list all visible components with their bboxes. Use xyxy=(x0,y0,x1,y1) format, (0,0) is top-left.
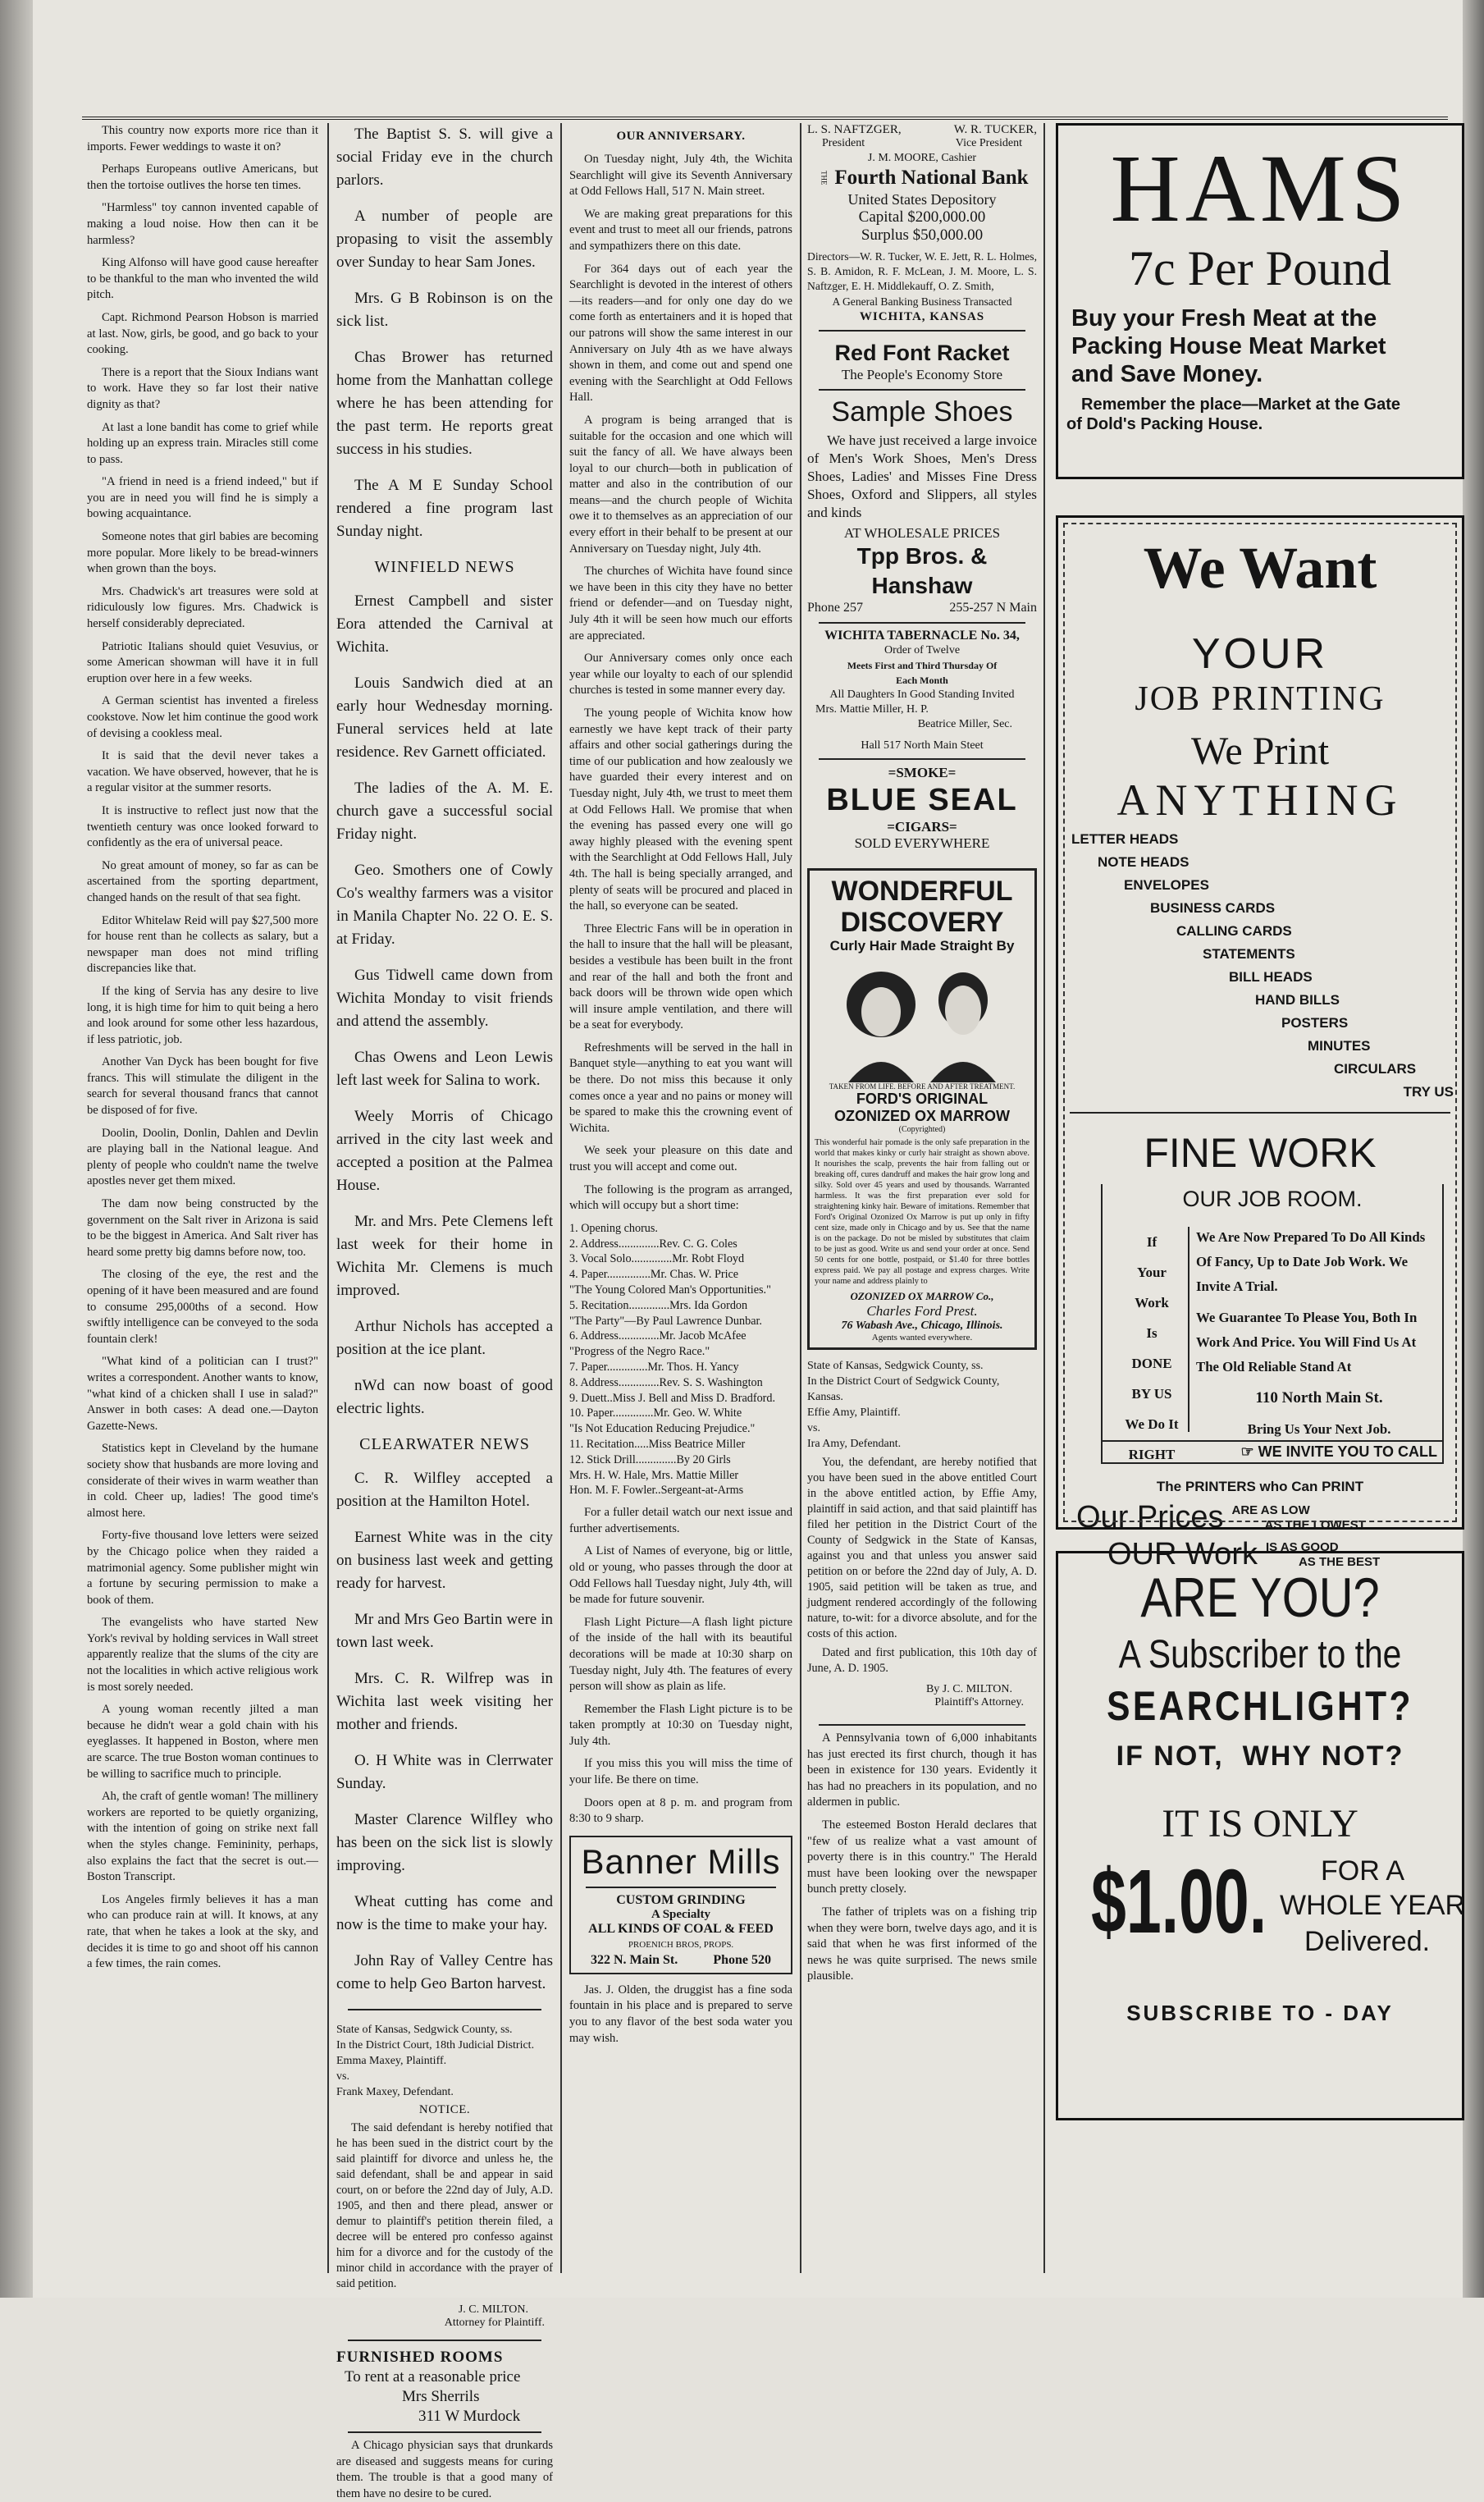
bank-capital: Capital $200,000.00 xyxy=(858,208,986,226)
program-item: 6. Address..............Mr. Jacob McAfee xyxy=(569,1329,747,1343)
notice-caption-line: State of Kansas, Sedgwick County, ss. xyxy=(336,2024,513,2036)
job-left-word: Your xyxy=(1137,1265,1167,1280)
anniversary-paragraph: We seek your pleasure on this date and trust you will accept and come out. xyxy=(569,1144,792,1174)
racket-sub: The People's Economy Store xyxy=(841,367,1003,382)
winfield-item: Chas Owens and Leon Lewis left last week for Salina to work. xyxy=(336,1049,553,1089)
page-right-edge xyxy=(1463,0,1484,2298)
notice-caption-line: State of Kansas, Sedgwick County, ss. xyxy=(807,1360,984,1372)
job-left-word: Work xyxy=(1135,1295,1169,1310)
clearwater-item: Mr and Mrs Geo Bartin were in town last week. xyxy=(336,1611,553,1651)
job-room: OUR JOB ROOM. xyxy=(1103,1184,1442,1214)
bank-city: WICHITA, KANSAS xyxy=(859,310,985,323)
program-item: Mrs. H. W. Hale, Mrs. Mattie Miller xyxy=(569,1468,739,1482)
tabernacle-officer1: Mrs. Mattie Miller, H. P. xyxy=(815,703,929,716)
news-paragraph: Mrs. Chadwick's art treasures were sold at ridiculously low figures. Mrs. Chadwick is herself considerably depreciated. xyxy=(87,584,318,631)
program-item: "The Young Colored Man's Opportunities." xyxy=(569,1283,771,1297)
anniversary-note: Remember the Flash Light picture is to be taken promptly at 10:30 on Tuesday night, July 4th. xyxy=(569,1702,792,1748)
news-paragraph: Forty-five thousand love letters were seized by the Chicago police when they raided a matrimonial agency. Some publisher might win a fortune by securing permission to make a book of them. xyxy=(87,1529,318,1607)
racket-wholesale: AT WHOLESALE PRICES xyxy=(843,525,1001,541)
marrow-agents: Agents wanted everywhere. xyxy=(871,1333,973,1342)
for-a: FOR A xyxy=(1321,1855,1405,1887)
hand-icon: ☞ xyxy=(1240,1443,1258,1460)
bottom-items xyxy=(807,1731,1037,1985)
hams-line2: Packing House Meat Market xyxy=(1071,333,1386,359)
notice-caption-line: Effie Amy, Plaintiff. xyxy=(807,1407,901,1419)
column-rule xyxy=(327,123,329,2273)
subscribe-ad xyxy=(1056,1551,1464,2120)
winfield-item: Geo. Smothers one of Cowly Co's wealthy farmers was a visitor in Manila Chapter No. 22 O. E. S. at Friday. xyxy=(336,862,553,948)
anniversary-notes xyxy=(569,1505,792,1827)
subscriber: A Subscriber to the xyxy=(1118,1633,1402,1676)
divider xyxy=(348,2431,541,2433)
divider xyxy=(819,389,1025,391)
we-print: We Print xyxy=(1190,730,1330,773)
tabernacle-meets: Meets First and Third Thursday Of Each Month xyxy=(847,660,998,686)
news-paragraph: Capt. Richmond Pearson Hobson is married at last. Now, girls, be good, and go back to your cooking. xyxy=(87,310,318,357)
print-items-list xyxy=(1058,825,1462,1112)
ox-marrow-ad xyxy=(807,868,1037,1350)
news-paragraph: At last a lone bandit has come to grief while holding up an express train. Miracles still come to pass. xyxy=(87,420,318,466)
anniversary-paragraph: The churches of Wichita have found since we have been in this city they have no better friend or defender—and on Tuesday night, July 4th it will be seen how much our efforts are appreciated. xyxy=(569,565,792,643)
anniversary-paragraph: The young people of Wichita know how earnestly we have kept track of their party affairs and other social gatherings during the time of our publication and how zealously we have guarded their every interest and on Tuesday night, July 4th, we trust to meet them at Odd Fellows Hall. We promise that when the evening has passed every one will go away highly pleased with the evening spent with the Searchlight at Odd Fellows Hall, July 4th. The hall is being specially arranged, and plenty of seats will be procured and placed in the hall, so everyone can be seated. xyxy=(569,707,792,913)
header-rule xyxy=(82,117,1448,120)
divider xyxy=(586,1887,776,1888)
print-item: BILL HEADS xyxy=(1229,969,1313,985)
hams-ad xyxy=(1056,123,1464,479)
hams-line4: Remember the place—Market at the Gate xyxy=(1081,396,1401,414)
searchlight: SEARCHLIGHT? xyxy=(1107,1683,1413,1729)
winfield-item: Weely Morris of Chicago arrived in the city last week and accepted a position at the Palmea House. xyxy=(336,1108,553,1194)
anniversary-note: Doors open at 8 p. m. and program from 8:30 to 9 sharp. xyxy=(569,1795,792,1826)
job-printing-ad xyxy=(1056,515,1464,1571)
program-item: 2. Address..............Rev. C. G. Coles xyxy=(569,1237,737,1251)
notice-signature: J. C. MILTON. xyxy=(458,2303,528,2316)
clearwater-heading: CLEARWATER NEWS xyxy=(359,1435,530,1453)
church-item: The A M E Sunday School rendered a fine program last Sunday night. xyxy=(336,477,553,540)
are-you: ARE YOU? xyxy=(1140,1567,1380,1629)
hams-title: HAMS xyxy=(1110,135,1410,242)
banner-mills-title: Banner Mills xyxy=(581,1841,781,1881)
banner-mills-line1: CUSTOM GRINDING xyxy=(616,1892,746,1907)
bank-name: Fourth National Bank xyxy=(834,167,1029,189)
column-2-local-news xyxy=(336,123,553,2500)
notice-dated: Dated and first publication, this 10th day of June, A. D. 1905. xyxy=(807,1646,1037,1675)
divider xyxy=(819,758,1025,760)
news-paragraph: A Pennsylvania town of 6,000 inhabitants has just erected its first church, though it has been in existence for 130 years. Evidently it has had no preachers in its population, and no aldermen in public. xyxy=(807,1731,1037,1809)
job-left-word: Is xyxy=(1146,1325,1158,1341)
print-item: ENVELOPES xyxy=(1124,877,1209,893)
news-paragraph: No great amount of money, so far as can be ascertained from the sporting department, changed hands on the result of that sea fight. xyxy=(87,858,318,904)
job-right-line: We Are Now Prepared To Do All Kinds Of Fancy, Up to Date Job Work. We Invite A Trial. xyxy=(1196,1229,1426,1294)
we-want: We Want xyxy=(1143,535,1377,601)
clearwater-item: Wheat cutting has come and now is the time to make your hay. xyxy=(336,1893,553,1933)
bank-directors: Directors—W. R. Tucker, W. E. Jett, R. L. Holmes, S. B. Amidon, R. F. McLean, J. M. Moore, L. S. Naftzger, E. H. Middlekauff, O. Z. Smith, xyxy=(807,250,1037,292)
print-item: NOTE HEADS xyxy=(1098,854,1189,870)
winfield-item: Ernest Campbell and sister Eora attended the Carnival at Wichita. xyxy=(336,592,553,656)
print-item: TRY US xyxy=(1403,1084,1454,1100)
invite-text: WE INVITE YOU TO CALL xyxy=(1258,1443,1437,1460)
rooms-address: 311 W Murdock xyxy=(418,2408,521,2425)
anniversary-heading: OUR ANNIVERSARY. xyxy=(616,130,746,143)
marrow-product1: FORD'S ORIGINAL xyxy=(856,1091,989,1107)
program-item: 1. Opening chorus. xyxy=(569,1221,658,1235)
program-item: "Progress of the Negro Race." xyxy=(569,1345,710,1359)
notice-caption-line: vs. xyxy=(807,1422,820,1434)
column-rule xyxy=(560,123,562,2273)
news-paragraph: A German scientist has invented a fireless cookstove. Now let him continue the good work of devising a cookless meal. xyxy=(87,694,318,740)
banner-mills-line2: A Specialty xyxy=(651,1907,711,1921)
news-paragraph: "Harmless" toy cannon invented capable of making a loud noise. How then can it be harmless? xyxy=(87,201,318,247)
racket-shoes: Sample Shoes xyxy=(831,396,1013,428)
news-paragraph: Editor Whitelaw Reid will pay $27,500 more for house rent than he collects as salary, but a newspaper man does not mind trifling discrepancies like that. xyxy=(87,913,318,976)
news-paragraph: This country now exports more rice than it imports. Fewer weddings to waste it on? xyxy=(87,124,318,153)
banner-mills-address: 322 N. Main St. xyxy=(591,1952,678,1967)
program-item: "Is Not Education Reducing Prejudice." xyxy=(569,1422,756,1436)
bank-president: L. S. NAFTZGER, xyxy=(807,123,902,136)
winfield-items xyxy=(336,590,553,1420)
job-left-word: BY US xyxy=(1131,1386,1172,1402)
maxey-legal-notice xyxy=(336,2022,553,2330)
column-3-anniversary xyxy=(569,123,792,2273)
furnished-rooms-ad xyxy=(336,2348,553,2427)
program-item: 5. Recitation..............Mrs. Ida Gordon xyxy=(569,1298,748,1312)
marrow-sub: Curly Hair Made Straight By xyxy=(829,938,1015,954)
if-not: IF NOT, WHY NOT? xyxy=(1116,1740,1404,1772)
anniversary-paragraph: The following is the program as arranged, which will occupy but a short time: xyxy=(569,1182,792,1213)
delivered: Delivered. xyxy=(1304,1926,1431,1957)
divider xyxy=(819,330,1025,332)
print-item: LETTER HEADS xyxy=(1071,831,1179,847)
whole-year: WHOLE YEAR xyxy=(1280,1890,1466,1921)
news-paragraph: "A friend in need is a friend indeed," but if you are in need you will find he is simply a bowing acquaintance. xyxy=(87,475,318,521)
racket-title: Red Font Racket xyxy=(834,341,1010,365)
church-item: Chas Brower has returned home from the Manhattan college where he has been attending for the past term. He reports great success in his studies. xyxy=(336,349,553,458)
news-paragraph: The father of triplets was on a fishing trip when they were born, twelve days ago, and it is said that when he was first informed of the news he was quite surprised. The news smile plausible. xyxy=(807,1905,1037,1983)
job-left-word: We Do It xyxy=(1125,1416,1179,1432)
job-right-line: 110 North Main St. xyxy=(1255,1389,1383,1407)
print-item: BUSINESS CARDS xyxy=(1150,900,1276,916)
job-printing: JOB PRINTING xyxy=(1135,680,1386,718)
column-rule xyxy=(800,123,801,2273)
job-right-line: Bring Us Your Next Job. xyxy=(1247,1421,1391,1437)
winfield-item: Gus Tidwell came down from Wichita Monday to visit friends and attend the assembly. xyxy=(336,967,553,1030)
tabernacle-body: All Daughters In Good Standing Invited xyxy=(829,688,1015,701)
printers-line: The PRINTERS who Can PRINT xyxy=(1156,1479,1364,1494)
tabernacle-order: Order of Twelve xyxy=(884,644,961,656)
chicago-item: A Chicago physician says that drunkards are diseased and suggests means for curing them. The trouble is that a good many of them have no desire to be cured. xyxy=(336,2439,553,2500)
notice-caption-line: Frank Maxey, Defendant. xyxy=(336,2086,454,2098)
news-paragraph: Patriotic Italians should quiet Vesuvius, or some American showman will have it in full eruption over here in a few weeks. xyxy=(87,639,318,685)
divider xyxy=(819,1724,1025,1726)
it-is-only: IT IS ONLY xyxy=(1162,1802,1358,1846)
hams-price: 7c Per Pound xyxy=(1129,241,1391,295)
bank-depository: United States Depository xyxy=(847,191,997,208)
news-paragraph: If the king of Servia has any desire to live long, it is high time for him to quit being a hero and look around for some other less hazardous, if less patriotic, job. xyxy=(87,984,318,1046)
news-paragraph: There is a report that the Sioux Indians want to work. Have they so far lost their native dignity as that? xyxy=(87,365,318,411)
bank-general: A General Banking Business Transacted xyxy=(832,295,1012,308)
divider xyxy=(348,2009,541,2010)
blue-seal-ad xyxy=(807,765,1037,852)
program-item: 4. Paper...............Mr. Chas. W. Price xyxy=(569,1268,739,1282)
divider xyxy=(348,2340,541,2341)
news-paragraph: Ah, the craft of gentle woman! The millinery workers are reported to be quietly organizing, with the intention of going on strike next fall when the styles change. Femininity, perhaps, also explains the fact that the secret is out.—Boston Transcript. xyxy=(87,1790,318,1884)
banner-mills-line4: PROENICH BROS, PROPS. xyxy=(628,1939,734,1950)
hams-line1: Buy your Fresh Meat at the xyxy=(1071,305,1377,332)
program-item: 9. Duett..Miss J. Bell and Miss D. Bradford. xyxy=(569,1391,776,1405)
racket-body: We have just received a large invoice of Men's Work Shoes, Men's Dress Shoes, Ladies' and Misses Fine Dress Shoes, Oxford and Slippers, all styles and kinds xyxy=(807,432,1037,520)
anniversary-paragraph: Our Anniversary comes only once each year while our loyalty to each of our splendid churches is tested in some manner every day. xyxy=(569,652,792,698)
program-item: 10. Paper..............Mr. Geo. W. White xyxy=(569,1407,742,1420)
program-item: "The Party"—By Paul Lawrence Dunbar. xyxy=(569,1314,762,1328)
column-5-ads xyxy=(1056,123,1464,2269)
program-list xyxy=(569,1221,792,1498)
prices-tail2: AS THE LOWEST xyxy=(1264,1517,1366,1532)
church-item: A number of people are propasing to visit the assembly over Sunday to hear Sam Jones. xyxy=(336,208,553,271)
news-paragraph: "What kind of a politician can I trust?" writes a correspondent. Another wants to know, "what kind of a chicken shall I use in salad?" Answer in both cases: A dead one.—Dayton Gazette-News. xyxy=(87,1355,318,1433)
tabernacle-hall: Hall 517 North Main Steet xyxy=(861,739,984,752)
anniversary-paragraph: Refreshments will be served in the hall in Banquet style—anything to eat you want will be there. Do not miss this because it only comes once a year and no pains or money will be spared to make this the crowning event of Wichita. xyxy=(569,1041,792,1135)
hams-line5: of Dold's Packing House. xyxy=(1066,415,1263,433)
rooms-name: Mrs Sherrils xyxy=(402,2388,480,2405)
notice-caption-line: vs. xyxy=(336,2070,349,2083)
rooms-title: FURNISHED ROOMS xyxy=(336,2349,504,2366)
news-paragraph: It is said that the devil never takes a vacation. We have observed, however, that he is a regular visitor at the summer resorts. xyxy=(87,749,318,795)
program-item: 7. Paper..............Mr. Thos. H. Yancy xyxy=(569,1360,739,1374)
notice-caption-line: Emma Maxey, Plaintiff. xyxy=(336,2055,447,2067)
news-paragraph: Another Van Dyck has been bought for five francs. This will stimulate the diligent in the search for several thousand francs that cannot be disposed of for five. xyxy=(87,1055,318,1118)
column-4-ads xyxy=(807,123,1037,2273)
news-paragraph: King Alfonso will have good cause hereafter to be thankful to the man who invented the wild pitch. xyxy=(87,256,318,302)
bank-cashier: J. M. MOORE, Cashier xyxy=(867,152,977,164)
anniversary-note: If you miss this you will miss the time of your life. Be there on time. xyxy=(569,1757,792,1787)
column-rule xyxy=(1043,123,1045,2273)
notice-title: NOTICE. xyxy=(418,2103,471,2116)
amy-legal-notice xyxy=(807,1358,1037,1709)
tabernacle-ad xyxy=(807,629,1037,753)
print-item: POSTERS xyxy=(1281,1015,1349,1031)
notice-caption-line: Ira Amy, Defendant. xyxy=(807,1438,902,1450)
news-paragraph: The esteemed Boston Herald declares that "few of us realize what a vast amount of poverty there is in this country." The Herald must have been looking over the newspaper bunch pretty closely. xyxy=(807,1818,1037,1896)
notice-signature-role: Attorney for Plaintiff. xyxy=(444,2317,545,2329)
marrow-title1: WONDERFUL xyxy=(831,876,1013,907)
price: $1.00. xyxy=(1091,1851,1267,1952)
page-binding-edge xyxy=(0,0,33,2298)
anniversary-paragraph: On Tuesday night, July 4th, the Wichita Searchlight will give its Seventh Anniversary at Odd Fellows Hall, 517 N. Main street. xyxy=(569,153,792,199)
your: YOUR xyxy=(1191,630,1329,678)
divider xyxy=(819,622,1025,624)
news-paragraph: The closing of the eye, the rest and the opening of it have been measured and are found to consume 295,000ths of a second. How swiftly intelligence can be conveyed to the soda fountain clerk! xyxy=(87,1268,318,1346)
winfield-heading: WINFIELD NEWS xyxy=(374,558,515,576)
news-paragraph: The dam now being constructed by the government on the Salt river in Arizona is said to be the biggest in America. And Salt river has heard some pretty big damns before now, too. xyxy=(87,1197,318,1259)
job-left-word: RIGHT xyxy=(1128,1447,1176,1462)
bank-surplus: Surplus $50,000.00 xyxy=(861,226,984,244)
racket-firm: Tpp Bros. & Hanshaw xyxy=(856,543,988,598)
notice-body: The said defendant is hereby notified that he has been sued in the district court by the said plaintiff for divorce and unless he, the said defendant, shall be and appear in said court, on or before the 22nd day of July, A.D. 1905, and then and there plead, answer or demur to plaintiff's petition therein filed, a decree will be entered pro confesso against him for a divorce and for the custody of the minor child in accordance with the prayer of said petition. xyxy=(336,2121,553,2290)
print-item: CALLING CARDS xyxy=(1176,923,1292,939)
marrow-body: This wonderful hair pomade is the only safe preparation in the world that makes kinky or curly hair straight as shown above. It nourishes the scalp, prevents the hair from falling out or breaking off, cures dandruff and makes the hair grow long and silky. Sold over 45 years and used by thousands. Warranted harmless. It was the first preparation ever sold for straightening kinky hair. Beware of imitations. Remember that Ford's Original Ozonized Ox Marrow is put up only in fifty cent size, made only in Chicago and by us. See that the name is on the package. Do not be misled by substitutes that claim to be just as good. Write us and send your order at once. Send 50 cents for one bottle, postpaid, or $1.40 for three bottles express paid. We pay all postage and express charges. Write your name and address plainly to xyxy=(815,1138,1030,1286)
anniversary-note: Flash Light Picture—A flash light picture of the inside of the hall with its beautiful decorations will be made at 10:30 sharp on Tuesday night, July 4th. The features of every person will show as plain as life. xyxy=(569,1615,792,1694)
marrow-company: OZONIZED OX MARROW Co., xyxy=(850,1290,994,1302)
our-prices: Our Prices xyxy=(1076,1500,1224,1535)
clearwater-item: Earnest White was in the city on business last week and getting ready for harvest. xyxy=(336,1529,553,1592)
job-left-word: DONE xyxy=(1131,1356,1172,1371)
news-paragraph: Someone notes that girl babies are becoming more popular. More likely to be bread-winners when grown than the boys. xyxy=(87,530,318,576)
work-tail1: IS AS GOOD xyxy=(1265,1539,1339,1554)
news-paragraph: The evangelists who have started New York's revival by holding services in Wall street apparently realize that the slums of the city are not the localities in which active religious work is most sorely needed. xyxy=(87,1616,318,1694)
bank-vp-title: Vice President xyxy=(955,137,1022,149)
program-item: 3. Vocal Solo..............Mr. Robt Floyd xyxy=(569,1252,745,1266)
anniversary-paragraph: A program is being arranged that is suitable for the occasion and one which will suit the fancy of all. We have always been loyal to our church—both in publication of matter and also in the contribution of our means—and the church people of Wichita owe it to themselves as an appreciation of our every effort in their behalf to be present at our Anniversary on Tuesday night, July 4th. xyxy=(569,413,792,556)
print-item: STATEMENTS xyxy=(1203,946,1295,962)
notice-signature: By J. C. MILTON. xyxy=(925,1683,1012,1695)
blue-seal-brand: BLUE SEAL xyxy=(826,783,1018,817)
notice-signature-role: Plaintiff's Attorney. xyxy=(934,1696,1024,1708)
program-item: 12. Stick Drill..............By 20 Girls xyxy=(569,1452,731,1466)
smoke-label: =SMOKE= xyxy=(888,765,957,780)
clearwater-item: Mrs. C. R. Wilfrep was in Wichita last week visiting her mother and friends. xyxy=(336,1670,553,1733)
winfield-item: Arthur Nichols has accepted a position at the ice plant. xyxy=(336,1318,553,1358)
program-item: 8. Address..............Rev. S. S. Washington xyxy=(569,1375,763,1389)
job-right-line: We Guarantee To Please You, Both In Work And Price. You Will Find Us At The Old Reliable Stand At xyxy=(1196,1310,1418,1374)
racket-ad xyxy=(807,340,1037,615)
our-work: OUR Work xyxy=(1107,1537,1258,1571)
divider xyxy=(1070,1112,1450,1114)
winfield-item: Mr. and Mrs. Pete Clemens left last week for their home in Wichita Mr. Clemens is much improved. xyxy=(336,1213,553,1299)
anniversary-note: For a fuller detail watch our next issue and further advertisements. xyxy=(569,1506,792,1535)
anniversary-note: A List of Names of everyone, big or little, old or young, who passes through the door at Odd Fellows hall Tuesday night, July 4th, will be made for future souvenir. xyxy=(569,1544,792,1607)
print-item: MINUTES xyxy=(1308,1038,1371,1054)
church-item: The Baptist S. S. will give a social Friday eve in the church parlors. xyxy=(336,126,553,189)
news-paragraph: Doolin, Doolin, Donlin, Dahlen and Devlin are playing ball in the National league. And plenty of people who couldn't name the twelve apostles never get them mixed. xyxy=(87,1126,318,1188)
winfield-item: nWd can now boast of good electric lights. xyxy=(336,1377,553,1417)
tabernacle-title: WICHITA TABERNACLE No. 34, xyxy=(824,629,1020,643)
winfield-item: Louis Sandwich died at an early hour Wednesday morning. Funeral services held at late residence. Rev Garnett officiated. xyxy=(336,675,553,761)
rooms-line: To rent at a reasonable price xyxy=(345,2368,521,2385)
news-paragraph: Statistics kept in Cleveland by the humane society show that husbands are more loving and considerate of their wives in warm weather than in cold. Cheer up, ladies! The good time's almost here. xyxy=(87,1442,318,1520)
fine-work: FINE WORK xyxy=(1144,1130,1377,1176)
church-item: Mrs. G B Robinson is on the sick list. xyxy=(336,290,553,330)
print-item: HAND BILLS xyxy=(1255,992,1340,1008)
prices-tail1: ARE AS LOW xyxy=(1231,1503,1310,1517)
church-items xyxy=(336,123,553,543)
job-left-word: If xyxy=(1146,1234,1158,1250)
tabernacle-officer2: Beatrice Miller, Sec. xyxy=(917,718,1012,730)
news-paragraph: Perhaps Europeans outlive Americans, but then the tortoise outlives the horse ten times. xyxy=(87,162,318,192)
clearwater-item: Master Clarence Wilfley who has been on the sick list is slowly improving. xyxy=(336,1811,553,1874)
racket-address: 255-257 N Main xyxy=(949,601,1037,615)
marrow-caption: TAKEN FROM LIFE. BEFORE AND AFTER TREATMENT. xyxy=(829,1082,1016,1091)
banner-mills-phone: Phone 520 xyxy=(713,1952,771,1967)
bank-ad xyxy=(807,123,1037,325)
notice-body: You, the defendant, are hereby notified that you have been sued in the above entitled Court in the above entitled action, by Effie Amy, plaintiff in said action, and that said plaintiff has filed her petition in the District Court of the County of Sedgwick in the State of Kansas, against you and that unless you answer said petition on or before the 22nd day of July, A. D. 1905, said petition will be taken as true, and judgment rendered accordingly of the following nature, to-wit: for a divorce absolute, and for the costs of this action. xyxy=(807,1456,1037,1640)
clearwater-item: John Ray of Valley Centre has come to help Geo Barton harvest. xyxy=(336,1952,553,1992)
notice-caption-line: In the District Court, 18th Judicial District. xyxy=(336,2039,535,2051)
anniversary-paragraph: For 364 days out of each year the Searchlight is devoted in the interest of others—its readers—and for only one day do we come forth as entertainers and it is hoped that our patrons will show the same interest in our Anniversary on July 4th as we have always shown in them, and come out and spend one evening with the Searchlight at Odd Fellows Hall. xyxy=(569,262,792,405)
news-paragraph: It is instructive to reflect just now that the twentieth century was once looked forward to confidently as the era of universal peace. xyxy=(87,803,318,850)
sold-everywhere: SOLD EVERYWHERE xyxy=(854,835,990,851)
bank-the: THE xyxy=(820,171,829,185)
before-after-portrait xyxy=(824,959,1021,1082)
marrow-title2: DISCOVERY xyxy=(840,907,1004,938)
anniversary-paragraph: We are making great preparations for this event and trust to meet all our friends, patrons and sympathizers there on this date. xyxy=(569,207,792,253)
anniversary-paragraphs xyxy=(569,152,792,1214)
bank-vice-president: W. R. TUCKER, xyxy=(953,123,1037,136)
clearwater-item: O. H White was in Clerrwater Sunday. xyxy=(336,1752,553,1792)
banner-mills-ad xyxy=(569,1836,792,1974)
cigars-label: =CIGARS= xyxy=(887,819,957,835)
work-tail2: AS THE BEST xyxy=(1298,1554,1381,1569)
print-item: CIRCULARS xyxy=(1334,1061,1417,1077)
column-1-miscellany xyxy=(87,123,318,2273)
news-paragraph: Los Angeles firmly believes it has a man who can produce rain at will. It knows, at any rate, that when he takes a look at the sky, and decides it is time to go and shoot off his cannon a few times, the rain comes. xyxy=(87,1892,318,1971)
subscribe-today: SUBSCRIBE TO - DAY xyxy=(1126,2001,1394,2025)
program-item: Hon. M. F. Fowler..Sergeant-at-Arms xyxy=(569,1484,744,1498)
winfield-item: The ladies of the A. M. E. church gave a successful social Friday night. xyxy=(336,780,553,843)
anything: ANYTHING xyxy=(1116,775,1404,825)
anniversary-paragraph: Three Electric Fans will be in operation in the hall to insure that the hall will be pleasant, besides a vestibule has been built in the front and rear of the hall and both the front and back doors will be thrown wide open which will insure ample ventilation, and there will be a seat for everybody. xyxy=(569,922,792,1032)
marrow-address: 76 Wabash Ave., Chicago, Illinois. xyxy=(841,1320,1003,1332)
marrow-product2: OZONIZED OX MARROW xyxy=(834,1108,1010,1124)
clearwater-item: C. R. Wilfley accepted a position at the Hamilton Hotel. xyxy=(336,1470,553,1510)
clearwater-items xyxy=(336,1467,553,1996)
olden-item: Jas. J. Olden, the druggist has a fine soda fountain in his place and is prepared to serve you to any flavor of the best soda water you may wish. xyxy=(569,1983,792,2045)
racket-phone: Phone 257 xyxy=(807,601,863,615)
hams-line3: and Save Money. xyxy=(1071,361,1263,387)
banner-mills-line3: ALL KINDS OF COAL & FEED xyxy=(588,1921,774,1936)
bank-president-title: President xyxy=(822,137,865,149)
marrow-signature: Charles Ford Prest. xyxy=(866,1303,978,1319)
marrow-copyright: (Copyrighted) xyxy=(898,1125,946,1134)
notice-caption-line: In the District Court of Sedgwick County, Kansas. xyxy=(807,1375,1000,1403)
news-paragraph: A young woman recently jilted a man because he didn't wear a gold chain with his eyeglasses. It happened in Boston, where men are scarce. The true Boston woman continues to be willing to sacrifice much to principle. xyxy=(87,1703,318,1781)
program-item: 11. Recitation.....Miss Beatrice Miller xyxy=(569,1437,746,1451)
